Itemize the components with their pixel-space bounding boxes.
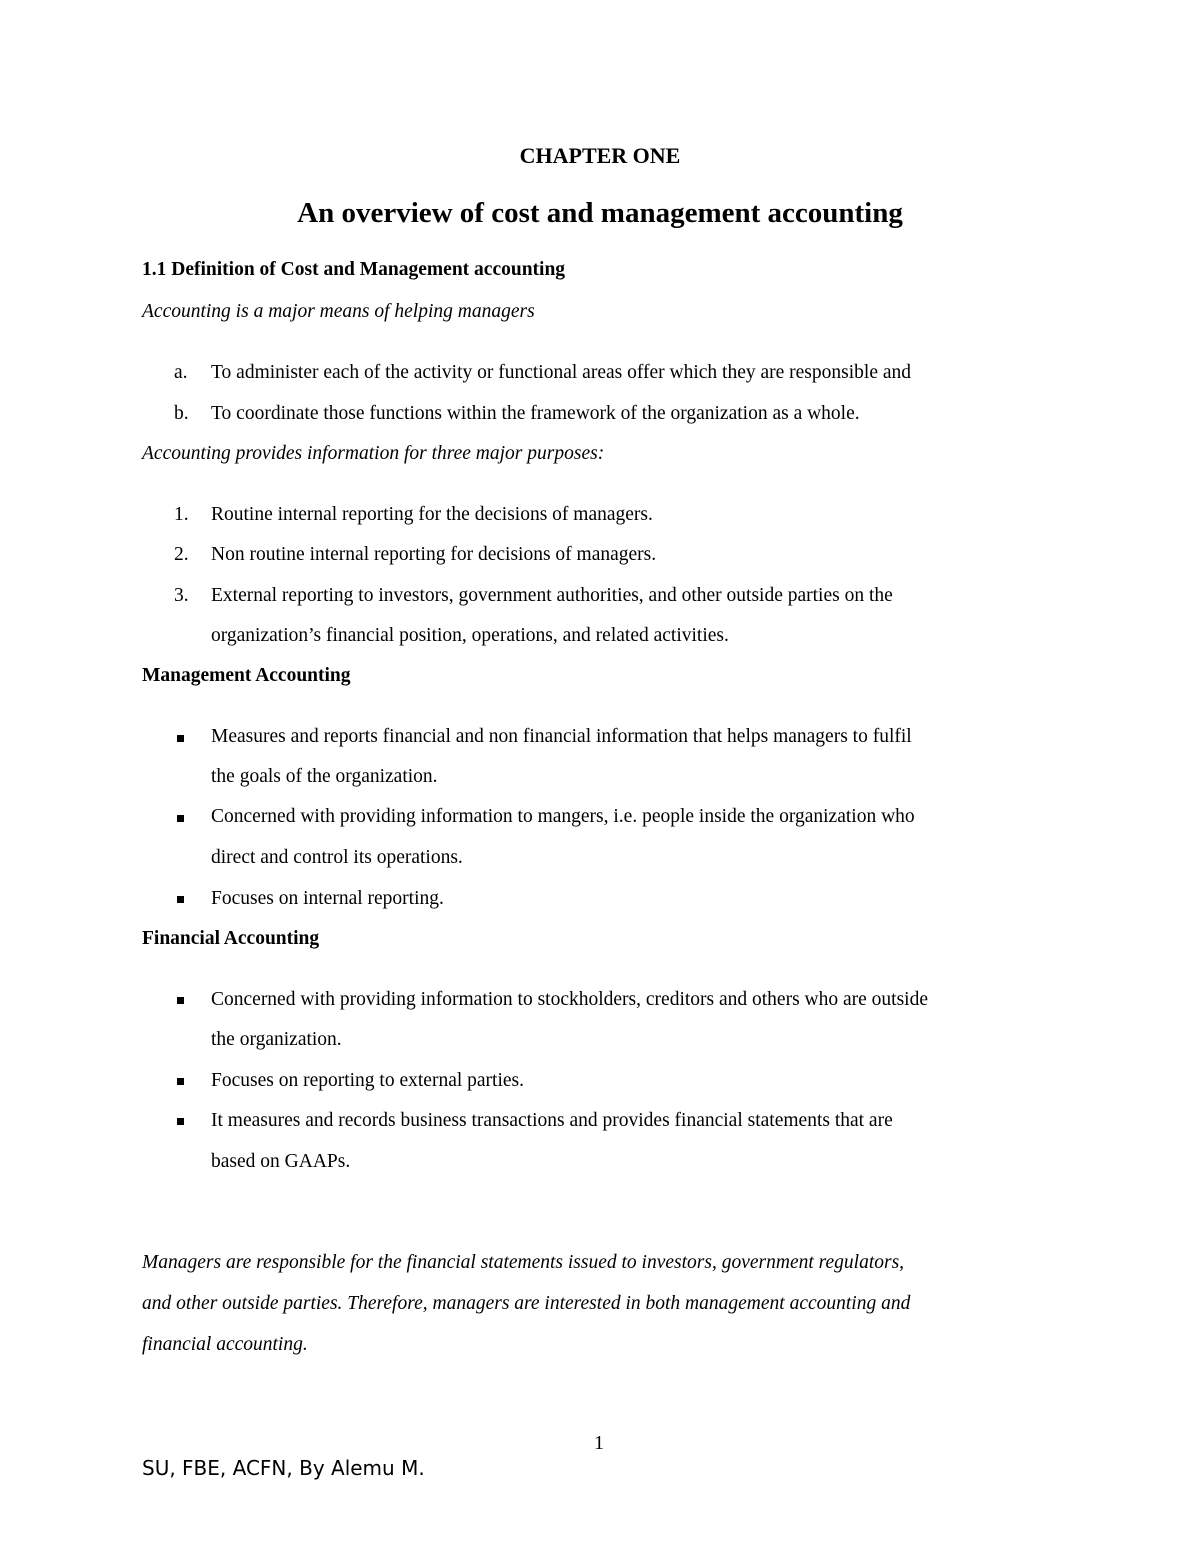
bullet-icon [177, 1118, 184, 1125]
management-bullet-2-line-1: Concerned with providing information to mangers, i.e. people inside the organization who [211, 806, 915, 827]
section-intro: Accounting is a major means of helping managers [142, 301, 535, 322]
management-bullet-1-line-1: Measures and reports financial and non financial information that helps managers to fulfil [211, 726, 912, 747]
purpose-marker-3: 3. [174, 585, 189, 606]
chapter-heading: CHAPTER ONE [519, 143, 681, 168]
purpose-item-1: Routine internal reporting for the decisions of managers. [211, 504, 653, 525]
page-number: 1 [594, 1432, 604, 1454]
footer-text: SU, FBE, ACFN, By Alemu M. [142, 1456, 425, 1480]
financial-bullet-3-line-2: based on GAAPs. [211, 1151, 351, 1172]
closing-paragraph-line-3: financial accounting. [142, 1334, 308, 1355]
management-bullet-3: Focuses on internal reporting. [211, 888, 444, 909]
closing-paragraph-line-1: Managers are responsible for the financial statements issued to investors, government regulators, [142, 1252, 905, 1273]
bullet-icon [177, 997, 184, 1004]
closing-paragraph-line-2: and other outside parties. Therefore, managers are interested in both management accounting and [142, 1293, 911, 1314]
bullet-icon [177, 815, 184, 822]
purpose-marker-2: 2. [174, 544, 189, 565]
bullet-icon [177, 896, 184, 903]
management-accounting-heading: Management Accounting [142, 665, 351, 686]
purpose-item-3-line-2: organization’s financial position, operations, and related activities. [211, 625, 729, 646]
purpose-marker-1: 1. [174, 504, 189, 525]
financial-accounting-heading: Financial Accounting [142, 928, 320, 949]
purpose-item-2: Non routine internal reporting for decisions of managers. [211, 544, 657, 565]
financial-bullet-1-line-1: Concerned with providing information to stockholders, creditors and others who are outside [211, 989, 929, 1010]
bullet-icon [177, 735, 184, 742]
list-item-b: To coordinate those functions within the framework of the organization as a whole. [211, 403, 860, 424]
management-bullet-2-line-2: direct and control its operations. [211, 847, 463, 868]
management-bullet-1-line-2: the goals of the organization. [211, 766, 438, 787]
financial-bullet-1-line-2: the organization. [211, 1029, 342, 1050]
purposes-intro: Accounting provides information for three major purposes: [142, 443, 605, 464]
purpose-item-3-line-1: External reporting to investors, government authorities, and other outside parties on the [211, 585, 893, 606]
financial-bullet-2: Focuses on reporting to external parties. [211, 1070, 524, 1091]
page-title: An overview of cost and management accounting [297, 197, 903, 229]
financial-bullet-3-line-1: It measures and records business transactions and provides financial statements that are [211, 1110, 893, 1131]
bullet-icon [177, 1078, 184, 1085]
list-marker-a: a. [174, 362, 188, 383]
section-heading-1-1: 1.1 Definition of Cost and Management accounting [142, 259, 566, 280]
list-item-a: To administer each of the activity or functional areas offer which they are responsible and [211, 362, 912, 383]
list-marker-b: b. [174, 403, 189, 424]
